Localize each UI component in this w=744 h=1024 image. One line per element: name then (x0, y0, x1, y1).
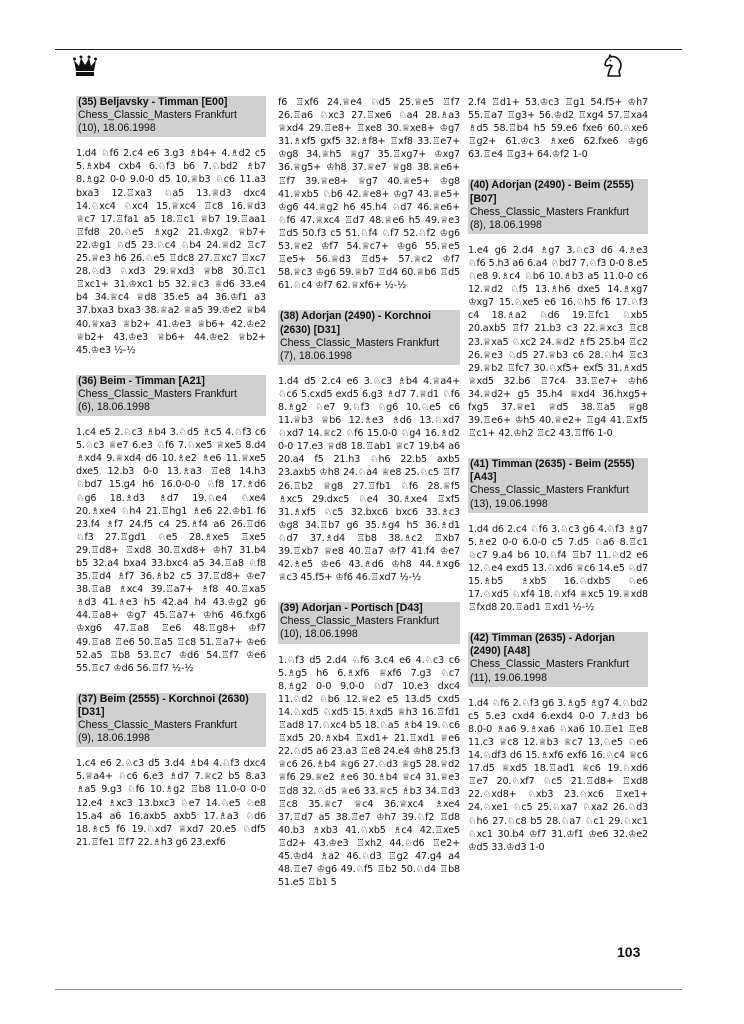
game-event: Chess_Classic_Masters Frankfurt (280, 615, 439, 628)
game-41 (468, 458, 648, 614)
game-35 (76, 96, 266, 357)
game-title: (41) Timman (2635) - Beim (2555) [A43] (470, 458, 635, 484)
game-moves: f6 ♖xf6 24.♕e4 ♘d5 25.♕e5 ♖f7 26.♖a6 ♘xc3 27.♖xe6 ♘a4 28.♗a3 ♕xd4 29.♖e8+ ♖xe8 30.♕xe8+ ♔g7 31.♗xf5 gxf5 32.♗f8+ ♖xf8 33.♖e7+ ♔g8 34.♕h5 ♕g7 35.♖xg7+ ♔xg7 36.♕g5+ ♔h8 37.♕e7 ♕g8 38.♕e6+ ♖f7 39.♕e8+ ♕g7 40.♕e5+ ♔g8 41.♕xb5 ♘b6 42.♕e8+ ♔g7 43.♕e5+ ♔g6 44.♕g2 h6 45.h4 ♘d7 46.♕e6+ ♘f6 47.♕xc4 ♖d7 48.♕e6 h5 49.♕e3 ♖d5 50.f3 c5 51.♘f4 ♘f7 52.♘f2 ♔g6 53.♕e2 ♔f7 54.♕c7+ ♔g6 55.♕e5 ♖e5+ 56.♕d3 ♖d5+ 57.♕c2 ♔f7 58.♕c3 ♔g6 59.♕b7 ♖d4 60.♕b6 ♖d5 61.♘c4 ♔f7 62.♕xf6+ ½-½ (278, 97, 460, 292)
game-event: Chess_Classic_Masters Frankfurt (470, 658, 629, 671)
game-round: (10), 18.06.1998 (280, 628, 358, 641)
game-round: (13), 19.06.1998 (470, 497, 548, 510)
game-moves: 1.d4 ♘f6 2.c4 e6 3.g3 ♗b4+ 4.♗d2 c5 5.♗xb4 cxb4 6.♘f3 b6 7.♘bd2 ♗b7 8.♗g2 0-0 9.0-0 d5 10.♕b3 ♘c6 11.a3 bxa3 12.♖xa3 ♘a5 13.♕d3 dxc4 14.♘xc4 ♘xc4 15.♕xc4 ♖c8 16.♕d3 ♕c7 17.♖fa1 a5 18.♖c1 ♕b7 19.♖aa1 ♖fd8 20.♘e5 ♗xg2 21.♔xg2 ♕b7+ 22.♔g1 ♘d5 23.♘c4 ♘b4 24.♕d2 ♖c7 25.♕e3 h6 26.♘e5 ♖dc8 27.♖xc7 ♖xc7 28.♘d3 ♘xd3 29.♕xd3 ♕b8 30.♖c1 ♖xc1+ 31.♔xc1 b5 32.♕c3 ♕d6 33.e4 b4 34.♕c4 ♕d8 35.e5 a4 36.♔f1 a3 37.bxa3 bxa3 38.♕a2 ♕a5 39.♔e2 ♕b4 40.♕xa3 ♕b2+ 41.♔e3 ♕b6+ 42.♔e2 ♕b2+ 43.♔e3 ♕b6+ 44.♔e2 ♕b2+ 45.♔e3 ½-½ (76, 148, 266, 356)
header-rule (55, 49, 682, 50)
game-title: (40) Adorjan (2490) - Beim (2555) [B07] (470, 179, 634, 205)
game-round: (11), 19.06.1998 (470, 671, 547, 684)
page-number: 103 (617, 944, 641, 960)
column-right (468, 96, 648, 976)
game-moves: 1.c4 e5 2.♘c3 ♗b4 3.♘d5 ♗c5 4.♘f3 c6 5.♘c3 ♕e7 6.e3 ♘f6 7.♘xe5 ♕xe5 8.d4 ♗xd4 9.♕xd4 d6 10.♗e2 ♗e6 11.♕xe5 dxe5 12.b3 0-0 13.♗a3 ♖e8 14.h3 ♘bd7 15.g4 h6 16.0-0-0 ♘f8 17.♗d6 ♘g6 18.♗d3 ♗d7 19.♘e4 ♘xe4 20.♗xe4 ♘h4 21.♖hg1 ♗e6 22.♔b1 f6 23.f4 ♗f7 24.f5 c4 25.♗f4 a6 26.♖d6 ♘f3 27.♖gd1 ♘e5 28.♗xe5 ♖xe5 29.♖d8+ ♖xd8 30.♖xd8+ ♔h7 31.b4 b5 32.a4 bxa4 33.bxc4 a5 34.♖a8 ♘f8 35.♖d4 ♗f7 36.♗b2 c5 37.♖d8+ ♔e7 38.♖a8 ♗xc4 39.♖a7+ ♗f8 40.♖xa5 ♗d3 41.♗e3 h5 42.a4 h4 43.♔g2 g6 44.♖a8+ ♔g7 45.♖a7+ ♔h6 46.fxg6 ♔xg6 47.♖a8 ♖e6 48.♖g8+ ♔f7 49.♖a8 ♖e6 50.♖a5 ♖c8 51.♖a7+ ♔e6 52.a5 ♖b8 53.♖c7 ♔d6 54.♖f7 ♔e6 55.♖c7 ♔d6 56.♖f7 ½-½ (76, 427, 266, 674)
game-header (278, 602, 460, 643)
game-event: Chess_Classic_Masters Frankfurt (78, 719, 237, 732)
game-37-continued (278, 96, 460, 292)
game-39 (278, 602, 460, 889)
game-title: (42) Timman (2635) - Adorjan (2490) [A48] (470, 632, 615, 658)
game-moves: 1.c4 e6 2.♘c3 d5 3.d4 ♗b4 4.♘f3 dxc4 5.♕a4+ ♘c6 6.e3 ♗d7 7.♕c2 b5 8.a3 ♗a5 9.g3 ♘f6 10.♗g2 ♖b8 11.0-0 0-0 12.e4 ♗xc3 13.bxc3 ♘e7 14.♘e5 ♘e8 15.a4 a6 16.axb5 axb5 17.♗a3 ♘d6 18.♗c5 f6 19.♘xd7 ♕xd7 20.e5 ♘df5 21.♖fe1 ♖f7 22.♗h3 g6 23.exf6 (76, 758, 266, 848)
game-37 (76, 693, 266, 849)
game-header (76, 375, 266, 416)
game-moves: 1.♘f3 d5 2.d4 ♘f6 3.c4 e6 4.♘c3 c6 5.♗g5 h6 6.♗xf6 ♕xf6 7.g3 ♘c7 8.♗g2 0-0 9.0-0 ♘d7 10.e3 dxc4 11.♘d2 ♘b6 12.♕e2 e5 13.d5 cxd5 14.♘xd5 ♘xd5 15.♗xd5 ♕h3 16.♖fd1 ♖ad8 17.♘xc4 b5 18.♘a5 ♗b4 19.♘c6 ♖xd5 20.♗xb4 ♖xd1+ 21.♖xd1 ♕e6 22.♘d5 a6 23.a3 ♖e8 24.e4 ♔h8 25.f3 ♕c6 26.♗b4 ♕g6 27.♘d3 ♕g5 28.♕d2 ♕f6 29.♕e2 ♗e6 30.♗b4 ♕c4 31.♕e3 ♖d8 32.♘d5 ♕e6 33.♕c5 ♗b3 34.♖d3 ♖c8 35.♕c7 ♕c4 36.♕xc4 ♗xe4 37.♖d7 a5 38.♖e7 ♔h7 39.♘f2 ♖d8 40.b3 ♗xb3 41.♘xb5 ♗c4 42.♖xe5 ♖d2+ 43.♔e3 ♖xh2 44.♘d6 ♖e2+ 45.♔d4 ♗a2 46.♘d3 ♖g2 47.g4 a4 48.♖e7 ♔g6 49.♘f5 ♖b2 50.♘d4 ♖b8 51.e5 ♖b1 5 (278, 654, 460, 889)
game-event: Chess_Classic_Masters Frankfurt (470, 484, 629, 497)
game-event: Chess_Classic_Masters Frankfurt (280, 336, 439, 349)
game-round: (10), 18.06.1998 (78, 122, 156, 135)
game-title: (36) Beim - Timman [A21] (78, 374, 205, 387)
game-header (468, 179, 648, 233)
game-moves: 2.f4 ♖d1+ 53.♔c3 ♖g1 54.f5+ ♔h7 55.♖a7 ♖g3+ 56.♔d2 ♖xg4 57.♖xa4 ♗d5 58.♖b4 h5 59.e6 fxe6 60.♘xe6 ♖g2+ 61.♔c3 ♗xe6 62.fxe6 ♔g6 63.♖e4 ♖g3+ 64.♔f2 1-0 (468, 97, 648, 161)
game-36 (76, 375, 266, 675)
game-round: (8), 18.06.1998 (470, 218, 542, 231)
game-title: (35) Beljavsky - Timman [E00] (78, 96, 228, 108)
game-event: Chess_Classic_Masters Frankfurt (78, 109, 237, 122)
game-moves: 1.d4 ♘f6 2.♘f3 g6 3.♗g5 ♗g7 4.♘bd2 c5 5.e3 cxd4 6.exd4 0-0 7.♗d3 b6 8.0-0 ♗a6 9.♗xa6 ♘xa6 10.♖e1 ♖e8 11.c3 ♕c8 12.♕b3 ♕c7 13.♘e5 ♘e6 14.♘df3 d6 15.♗xf6 exf6 16.♘c4 ♕c6 17.d5 ♕xd5 18.♖ad1 ♕c6 19.♘xd6 ♖e7 20.♘xf7 ♘c5 21.♖d8+ ♖xd8 22.♘xd8+ ♘xb3 23.♘xc6 ♖xe1+ 24.♘xe1 ♘c5 25.♘xa7 ♘xa2 26.♘d3 ♘h6 27.♘c8 b5 28.♘a7 ♘c1 29.♘xc1 ♘xc1 30.b4 ♔f7 31.♔f1 ♔e6 32.♔e2 ♔d5 33.♔d3 1-0 (468, 697, 648, 853)
column-left (76, 96, 266, 976)
game-round: (7), 18.06.1998 (280, 349, 352, 362)
game-title: (39) Adorjan - Portisch [D43] (280, 602, 423, 615)
game-title: (37) Beim (2555) - Korchnoi (2630) [D31] (78, 692, 249, 718)
game-header (278, 310, 460, 364)
game-moves: 1.d4 d6 2.c4 ♘f6 3.♘c3 g6 4.♘f3 ♗g7 5.♗e2 0-0 6.0-0 c5 7.d5 ♘a6 8.♖c1 ♘c7 9.a4 b6 10.♘f4 ♖b7 11.♘d2 e6 12.♘e4 exd5 13.♘xd6 ♕c6 14.e5 ♘d7 15.♗b5 ♗xb5 16.♘dxb5 ♘e6 17.♘xd5 ♘xf4 18.♘xf4 ♕xc5 19.♕xd8 ♖fxd8 20.♖ad1 ♖xd1 ½-½ (468, 523, 648, 614)
game-title: (38) Adorjan (2490) - Korchnoi (2630) [D31] (280, 310, 431, 336)
game-event: Chess_Classic_Masters Frankfurt (78, 387, 237, 400)
knight-icon (602, 54, 626, 78)
crown-icon (73, 55, 97, 77)
game-round: (9), 18.06.1998 (78, 732, 150, 745)
game-event: Chess_Classic_Masters Frankfurt (470, 205, 629, 218)
game-39-continued (468, 96, 648, 161)
footer-rule (55, 989, 682, 990)
game-38 (278, 310, 460, 584)
game-header (76, 693, 266, 747)
game-header (76, 96, 266, 137)
game-moves: 1.d4 d5 2.c4 e6 3.♘c3 ♗b4 4.♕a4+ ♘c6 5.cxd5 exd5 6.g3 ♗d7 7.♕d1 ♘f6 8.♗g2 ♘e7 9.♘f3 ♘g6 10.♘e5 c6 11.♕b3 ♕b6 12.♗e3 ♗d6 13.♘xd7 ♘xd7 14.♕c2 ♘f6 15.0-0 ♘g4 16.♗d2 0-0 17.e3 ♕d8 18.♖ab1 ♕c7 19.b4 a6 20.a4 f5 21.h3 ♘h6 22.b5 axb5 23.axb5 ♔h8 24.♘a4 ♕e8 25.♘c5 ♖f7 26.♖b2 ♕g8 27.♖fb1 ♘f6 28.♕f5 ♗xc5 29.dxc5 ♘e4 30.♗xe4 ♖xf5 31.♗xf5 ♘c5 32.bxc6 bxc6 33.♗c3 ♔g8 34.♖b7 g6 35.♗g4 h5 36.♗d1 ♘d7 37.♗d4 ♖b8 38.♗c2 ♖xb7 39.♖xb7 ♕e8 40.♖a7 ♔f7 41.f4 ♔e7 42.♗e5 ♔e6 43.♗d6 ♔h8 44.♗xg6 ♕c3 45.f5+ ♔f6 46.♖xd7 ½-½ (278, 375, 460, 584)
column-middle (278, 96, 460, 976)
game-42 (468, 632, 648, 854)
game-header (468, 458, 648, 512)
game-header (468, 632, 648, 686)
game-round: (6), 18.06.1998 (78, 400, 150, 413)
game-40 (468, 179, 648, 440)
game-moves: 1.e4 g6 2.d4 ♗g7 3.♘c3 d6 4.♗e3 ♘f6 5.h3 a6 6.a4 ♘bd7 7.♘f3 0-0 8.e5 ♘e8 9.♗c4 ♘b6 10.♗b3 a5 11.0-0 c6 12.♕d2 ♘f5 13.♗h6 dxe5 14.♗xg7 ♔xg7 15.♘xe5 e6 16.♘h5 f6 17.♘f3 c4 18.♗a2 ♘d6 19.♖fc1 ♘xb5 20.axb5 ♖f7 21.b3 c3 22.♕xc3 ♖c8 23.♕xa5 ♘xc2 24.♕d2 ♗f5 25.b4 ♖c2 26.♕e3 ♘d5 27.♕b3 c6 28.♘h4 ♖c3 29.♕b2 ♖fc7 30.♘xf5+ exf5 31.♗xd5 ♕xd5 32.b6 ♖7c4 33.♖e7+ ♔h6 34.♕d2+ g5 35.h4 ♕xd4 36.hxg5+ fxg5 37.♕e1 ♕d5 38.♖a5 ♕g8 39.♖e6+ ♔h5 40.♕e2+ ♖g4 41.♖xf5 ♖c1+ 42.♔h2 ♖c2 43.♖ff6 1-0 (468, 244, 648, 440)
